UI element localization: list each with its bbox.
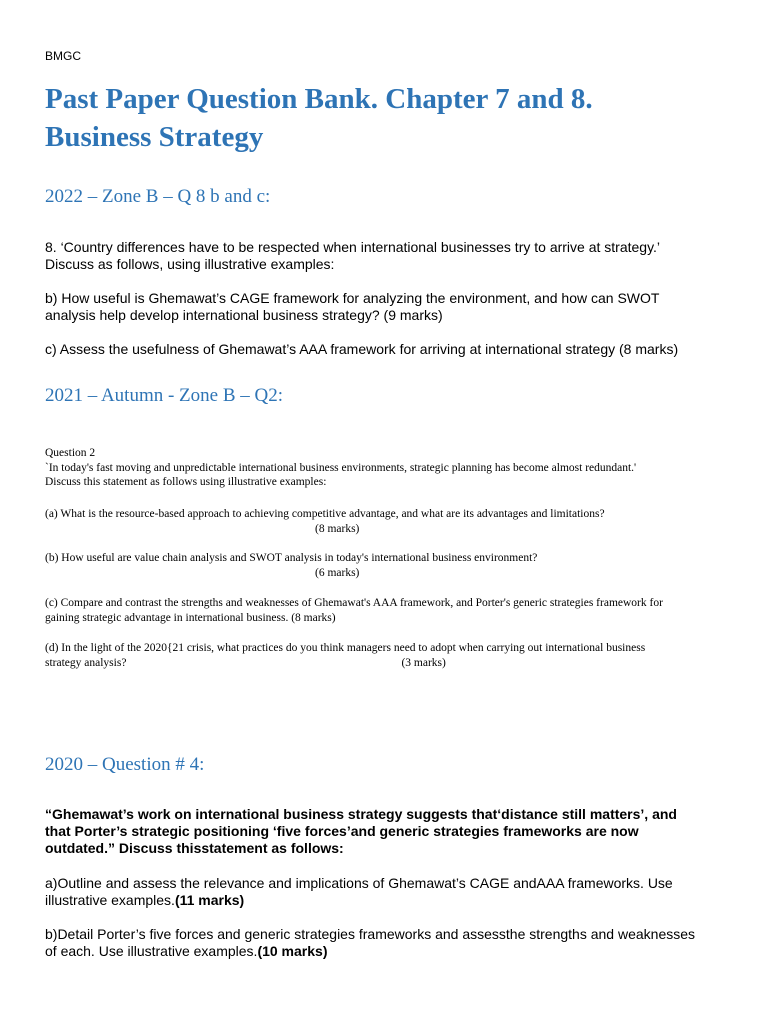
question-b-line-1: b)Detail Porter’s five forces and generic strategies frameworks and assessthe strengths and weaknesses — [45, 926, 696, 942]
intro-line-1: 8. ‘Country differences have to be respected when international businesses try to arrive at strategy.’ — [45, 239, 661, 255]
section-2021-question-b — [45, 551, 735, 580]
section-2020-heading: 2020 – Question # 4: — [45, 754, 205, 775]
section-2020-prompt — [45, 806, 745, 857]
question-b-marks: (6 marks) — [315, 566, 360, 579]
question-label: Question 2 — [45, 447, 96, 459]
question-b-line-2: analysis help develop international business strategy? (9 marks) — [45, 307, 443, 323]
intro-line-1: `In today's fast moving and unpredictable international business environments, strategic planning has become almost redundant.' — [45, 461, 637, 474]
section-2022-question-b — [45, 290, 745, 324]
question-b-text: (b) How useful are value chain analysis and SWOT analysis in today's international business environment? — [45, 552, 538, 564]
section-2020-question-a — [45, 875, 745, 909]
title-line-1: Past Paper Question Bank. Chapter 7 and 8. — [45, 83, 593, 115]
section-2022-intro — [45, 239, 745, 273]
question-d-line-2: strategy analysis? — [45, 656, 127, 669]
page-title — [45, 80, 745, 156]
question-c-line-2: gaining strategic advantage in international business. (8 marks) — [45, 611, 336, 624]
section-2020-question-b — [45, 926, 745, 960]
org-label: BMGC — [45, 49, 81, 63]
question-a-text: (a) What is the resource-based approach to achieving competitive advantage, and what are its advantages and limitations? — [45, 508, 605, 520]
section-2021-question-a — [45, 507, 735, 536]
question-d-line-1: (d) In the light of the 2020{21 crisis, what practices do you think managers need to adopt when carrying out international business — [45, 642, 646, 654]
question-c-line-1: (c) Compare and contrast the strengths and weaknesses of Ghemawat's AAA framework, and Porter's generic strategies framework for — [45, 597, 663, 609]
title-line-2: Business Strategy — [45, 121, 264, 153]
question-b-line-1: b) How useful is Ghemawat’s CAGE framework for analyzing the environment, and how can SWOT — [45, 290, 660, 306]
section-2021-intro — [45, 446, 735, 490]
question-b-line-2: of each. Use illustrative examples. — [45, 943, 258, 959]
section-2021-heading: 2021 – Autumn - Zone B – Q2: — [45, 385, 284, 406]
question-a-marks: (8 marks) — [315, 522, 360, 535]
prompt-line-1: “Ghemawat’s work on international business strategy suggests that‘distance still matters’, and — [45, 806, 677, 822]
section-2022-heading: 2022 – Zone B – Q 8 b and c: — [45, 186, 271, 207]
question-d-marks: (3 marks) — [401, 656, 446, 669]
intro-line-2: Discuss this statement as follows using illustrative examples: — [45, 476, 327, 488]
prompt-line-2: that Porter’s strategic positioning ‘five forces’and generic strategies frameworks are now — [45, 823, 639, 839]
question-a-marks: (11 marks) — [174, 892, 245, 908]
question-b-marks: (10 marks) — [257, 943, 328, 959]
prompt-line-3: outdated.” Discuss thisstatement as follows: — [45, 840, 344, 856]
intro-line-2: Discuss as follows, using illustrative examples: — [45, 256, 335, 272]
section-2021-question-c — [45, 596, 735, 625]
question-a-line-1: a)Outline and assess the relevance and implications of Ghemawat’s CAGE andAAA frameworks. Use — [45, 875, 673, 891]
question-a-line-2: illustrative examples. — [45, 892, 175, 908]
section-2021-question-d — [45, 641, 735, 670]
section-2022-question-c: c) Assess the usefulness of Ghemawat’s AAA framework for arriving at international strategy (8 marks) — [45, 341, 679, 357]
